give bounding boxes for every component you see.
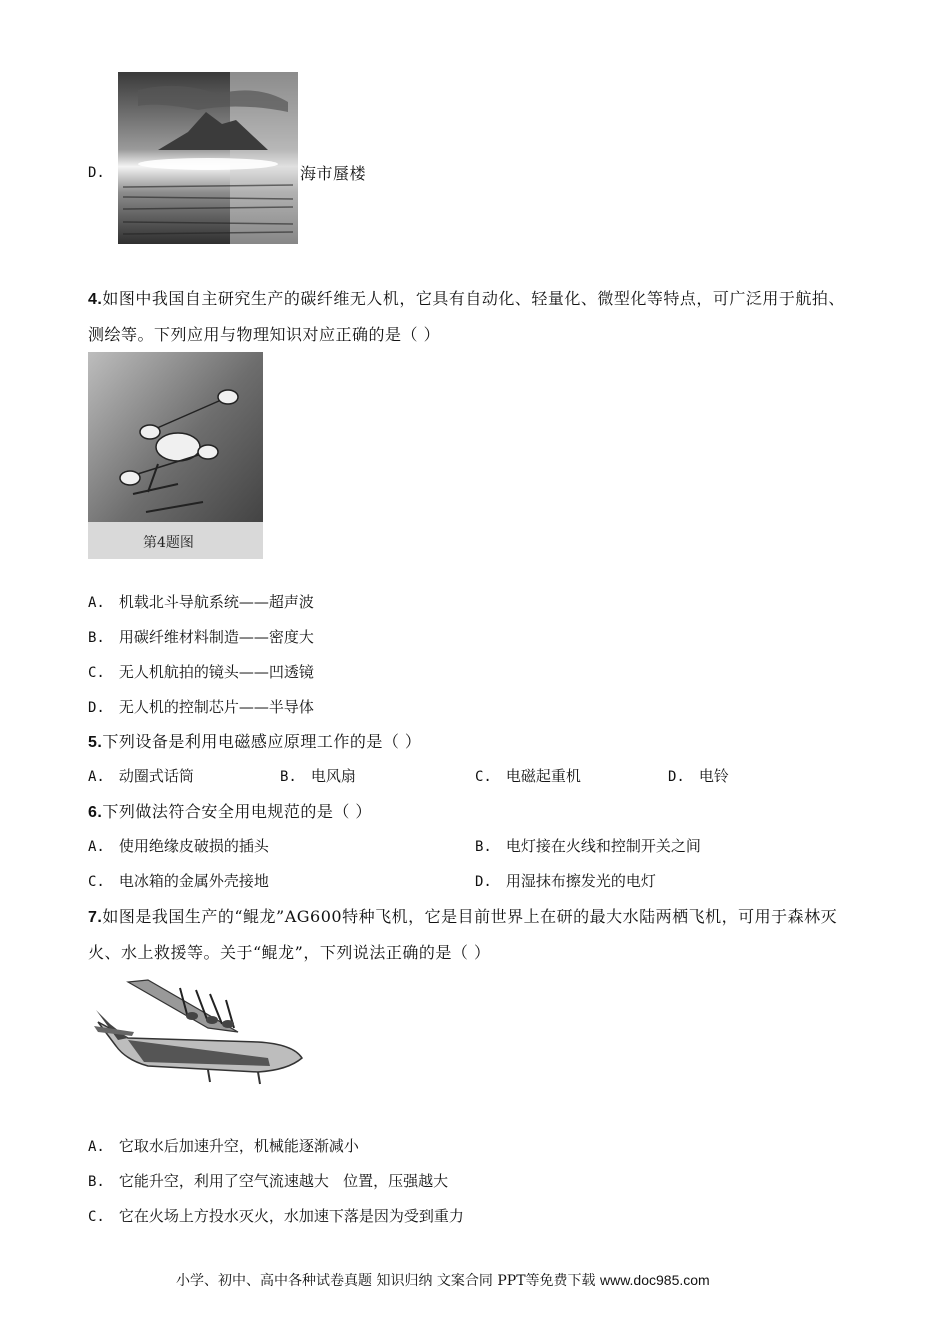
q6-text: 下列做法符合安全用电规范的是（ ） [102, 802, 372, 821]
q5-option-a[interactable]: A. 动圈式话筒 [88, 767, 194, 785]
q6-option-a[interactable]: A. 使用绝缘皮破损的插头 [88, 837, 269, 855]
footer-text: 小学、初中、高中各种试卷真题 知识归纳 文案合同 PPT等免费下载 [176, 1273, 600, 1289]
q5-option-c[interactable]: C. 电磁起重机 [475, 767, 581, 785]
q3-option-d-text: 海市蜃楼 [300, 164, 367, 183]
q4-option-b[interactable]: B. 用碳纤维材料制造——密度大 [88, 628, 314, 646]
q4-option-d[interactable]: D. 无人机的控制芯片——半导体 [88, 698, 314, 716]
page-footer [176, 1270, 710, 1290]
seaplane-photo [88, 970, 310, 1090]
q4-line1 [88, 286, 845, 309]
q7-number: 7. [88, 909, 103, 926]
q6-question [88, 799, 372, 822]
q7-option-a[interactable]: A. 它取水后加速升空，机械能逐渐减小 [88, 1137, 359, 1155]
q5-option-d[interactable]: D. 电铃 [668, 767, 729, 785]
q7-option-b[interactable]: B. 它能升空，利用了空气流速越大 位置，压强越大 [88, 1172, 449, 1190]
q6-number: 6. [88, 804, 103, 821]
q5-text: 下列设备是利用电磁感应原理工作的是（ ） [102, 732, 422, 751]
footer-url[interactable]: www.doc985.com [599, 1272, 710, 1288]
q5-number: 5. [88, 734, 103, 751]
q5-option-b[interactable]: B. 电风扇 [280, 767, 356, 785]
mirage-photo [118, 72, 298, 244]
q7-line1 [88, 904, 837, 927]
q6-option-c[interactable]: C. 电冰箱的金属外壳接地 [88, 872, 269, 890]
q4-text-line1: 如图中我国自主研究生产的碳纤维无人机，它具有自动化、轻量化、微型化等特点，可广泛用于航拍、 [102, 289, 845, 308]
q4-number: 4. [88, 291, 103, 308]
q5-question [88, 729, 421, 752]
q6-option-d[interactable]: D. 用湿抹布擦发光的电灯 [475, 872, 656, 890]
q4-option-c[interactable]: C. 无人机航拍的镜头——凹透镜 [88, 663, 314, 681]
q4-option-a[interactable]: A. 机载北斗导航系统——超声波 [88, 593, 314, 611]
q4-text-line2: 测绘等。下列应用与物理知识对应正确的是（ ） [88, 325, 441, 344]
q6-option-b[interactable]: B. 电灯接在火线和控制开关之间 [475, 837, 701, 855]
q7-option-c[interactable]: C. 它在火场上方投水灭火，水加速下落是因为受到重力 [88, 1207, 464, 1225]
drone-figure-caption: 第4题图 [143, 535, 194, 551]
q7-text-line2: 火、水上救援等。关于“鲲龙”，下列说法正确的是（ ） [88, 943, 491, 962]
q7-text-line1: 如图是我国生产的“鲲龙”AG600特种飞机，它是目前世界上在研的最大水陆两栖飞机，可用于森林灭 [102, 907, 838, 926]
q3-option-d-letter: D. [88, 165, 105, 181]
drone-photo [88, 352, 263, 559]
